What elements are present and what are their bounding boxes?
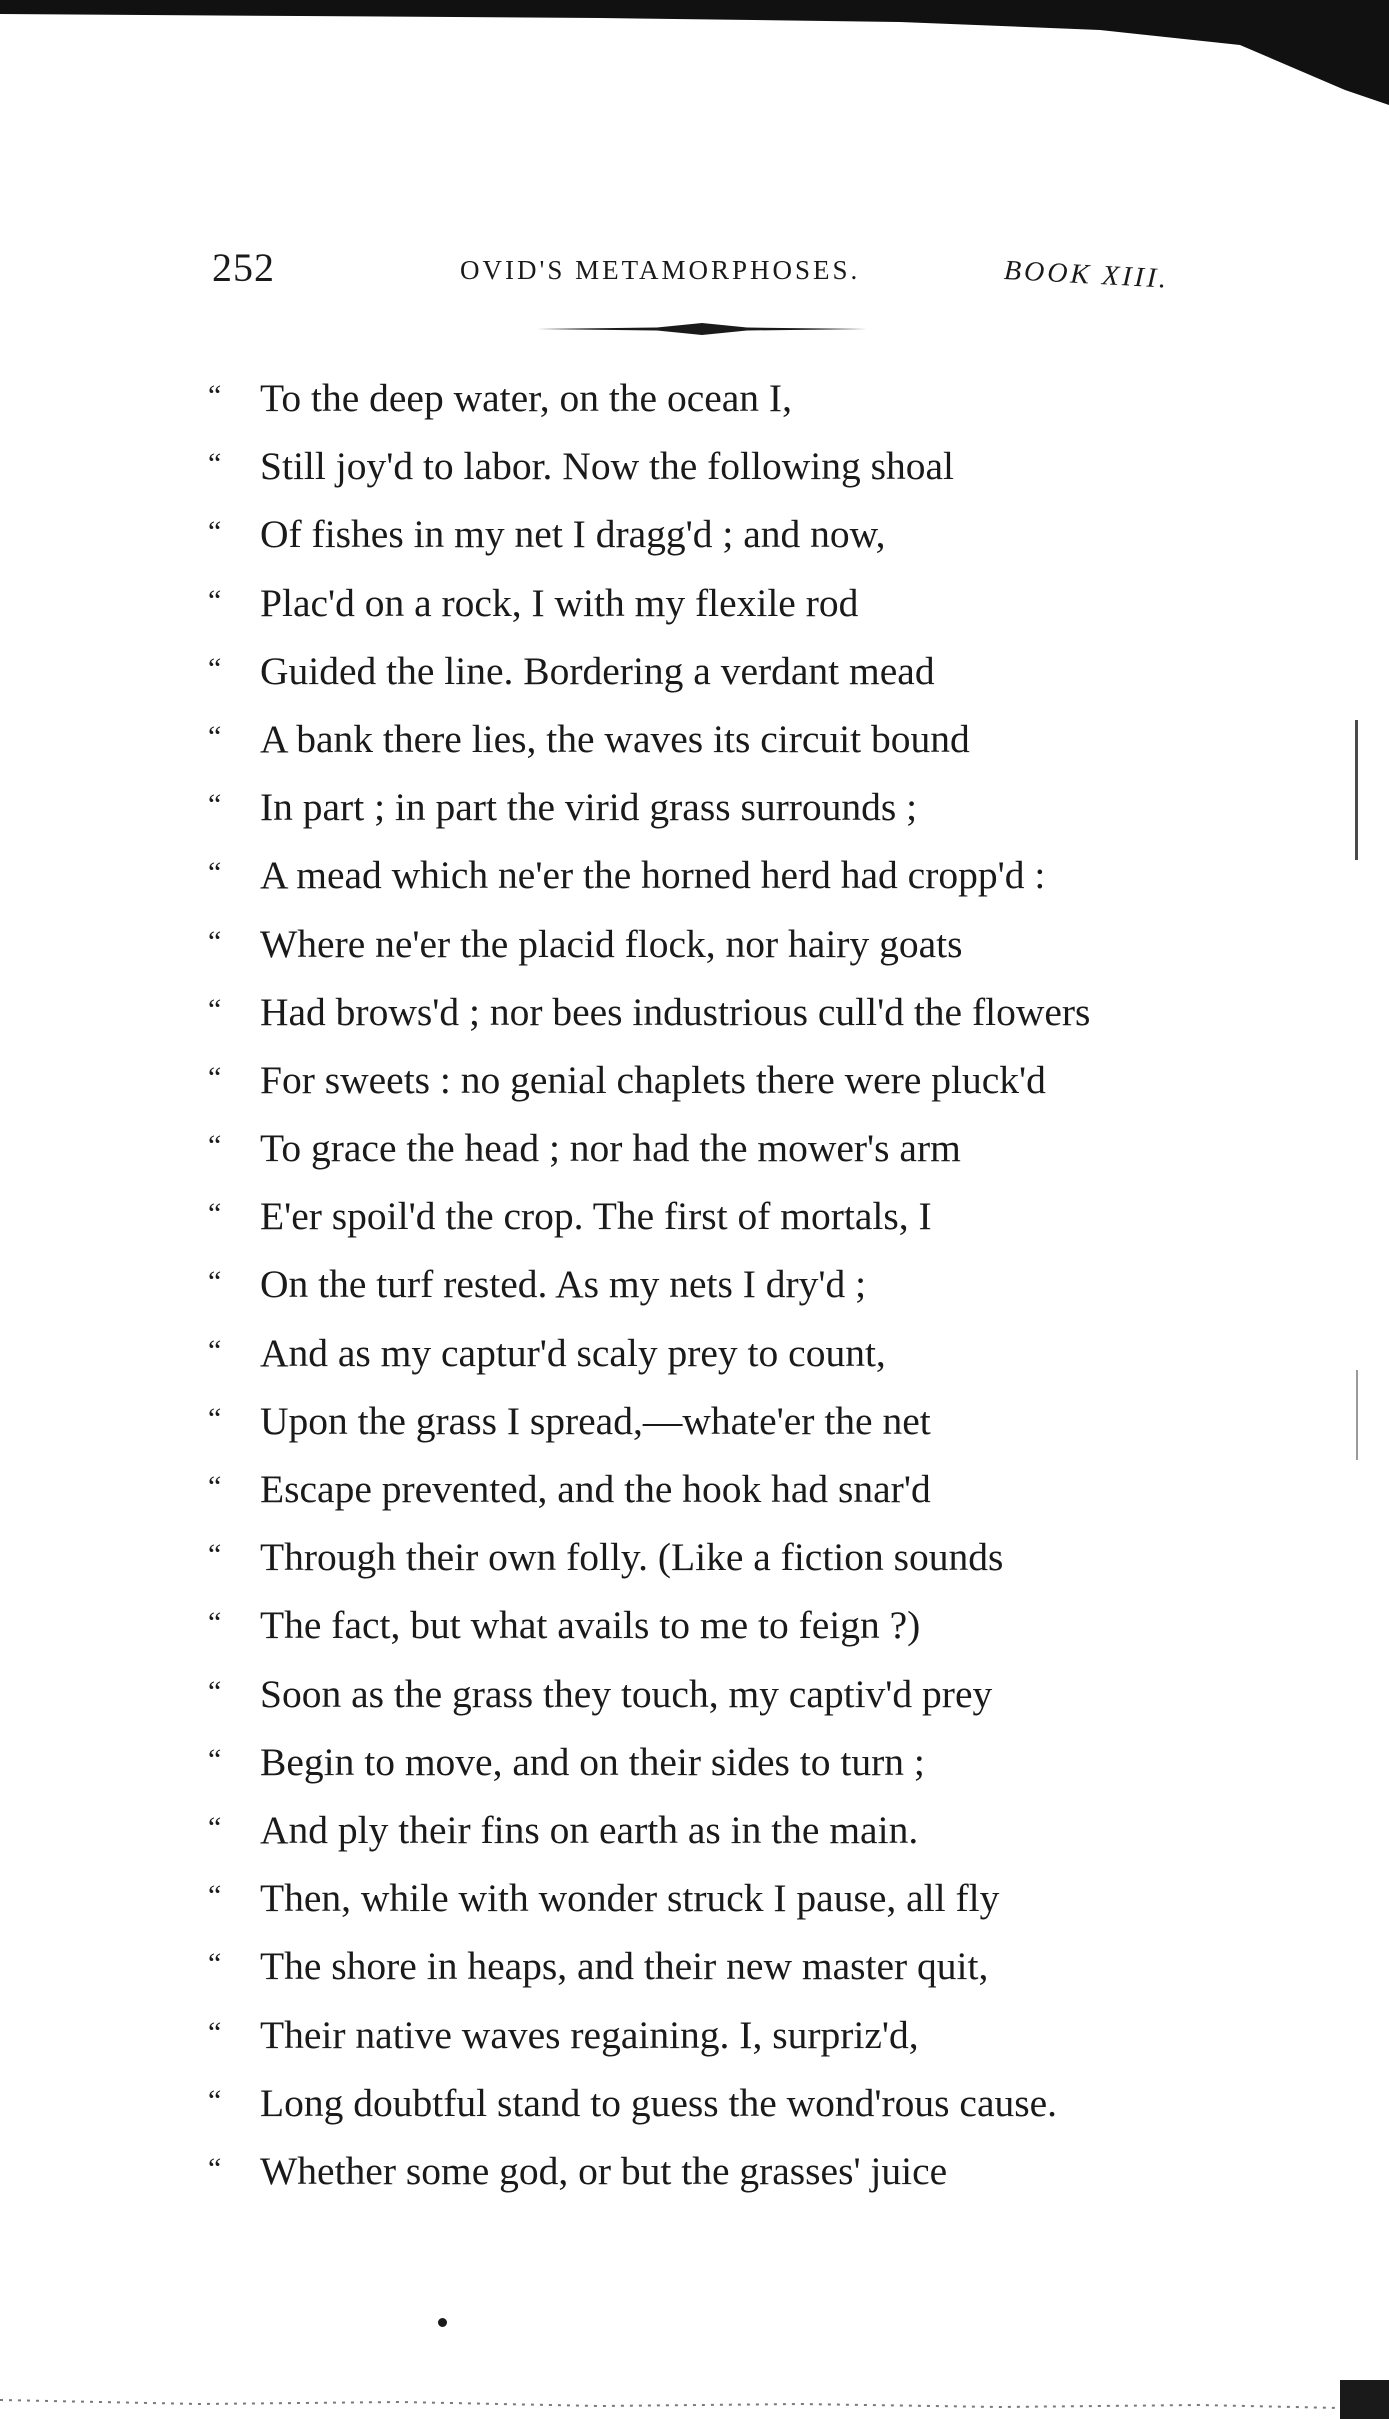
verse-line xyxy=(208,976,1258,1044)
verse-line-text: On the turf rested. As my nets I dry'd ; xyxy=(260,1262,867,1307)
verse-line xyxy=(208,498,1258,566)
top-page-edge xyxy=(0,0,1389,110)
verse-line xyxy=(208,1930,1258,1998)
verse-line xyxy=(208,703,1258,771)
verse-line-text: Guided the line. Bordering a verdant mead xyxy=(260,648,935,693)
verse-line xyxy=(208,1658,1258,1726)
open-quote: “ xyxy=(208,1810,222,1844)
verse-line-text: Of fishes in my net I dragg'd ; and now, xyxy=(260,512,886,557)
running-title: OVID'S METAMORPHOSES. xyxy=(460,255,861,285)
open-quote: “ xyxy=(208,1538,222,1572)
verse-line xyxy=(208,635,1258,703)
open-quote: “ xyxy=(208,447,222,481)
page-header xyxy=(0,240,1389,300)
verse-line-text: For sweets : no genial chaplets there were pluck'd xyxy=(260,1057,1046,1102)
verse-line-text: Still joy'd to labor. Now the following shoal xyxy=(260,444,954,489)
verse-line-text: Through their own folly. (Like a fiction sounds xyxy=(260,1535,1004,1580)
verse-line-text: And as my captur'd scaly prey to count, xyxy=(260,1330,886,1375)
verse-line xyxy=(208,839,1258,907)
verse-line-text: To the deep water, on the ocean I, xyxy=(260,376,792,420)
verse-line-text: Then, while with wonder struck I pause, all fly xyxy=(260,1876,1000,1921)
verse-line-text: Had brows'd ; nor bees industrious cull'd the flowers xyxy=(260,989,1091,1034)
verse-line xyxy=(208,1248,1258,1316)
verse-line xyxy=(208,1862,1258,1930)
bottom-page-edge xyxy=(0,2380,1389,2419)
open-quote: “ xyxy=(208,1674,222,1708)
open-quote: “ xyxy=(208,1606,222,1640)
verse-line xyxy=(208,1044,1258,1112)
verse-line-text: Plac'd on a rock, I with my flexile rod xyxy=(260,580,859,625)
verse-line-text: The shore in heaps, and their new master quit, xyxy=(260,1944,989,1989)
verse-line xyxy=(208,1589,1258,1657)
open-quote: “ xyxy=(208,719,222,753)
verse-line xyxy=(208,908,1258,976)
open-quote: “ xyxy=(208,1197,222,1231)
verse-line-text: Where ne'er the placid flock, nor hairy goats xyxy=(260,921,963,966)
verse-line xyxy=(208,567,1258,635)
verse-line xyxy=(208,1999,1258,2067)
verse-line xyxy=(208,1180,1258,1248)
verse-line-text: Soon as the grass they touch, my captiv'd prey xyxy=(260,1671,993,1716)
open-quote: “ xyxy=(208,651,222,685)
verse-line xyxy=(208,430,1258,498)
open-quote: “ xyxy=(208,2015,222,2049)
open-quote: “ xyxy=(208,1129,222,1163)
page-number: 252 xyxy=(212,245,275,290)
verse-line-text: E'er spoil'd the crop. The first of mortals, I xyxy=(260,1194,932,1239)
verse-line-text: To grace the head ; nor had the mower's arm xyxy=(260,1126,961,1171)
verse-line xyxy=(208,771,1258,839)
open-quote: “ xyxy=(208,788,222,822)
verse-block xyxy=(208,362,1258,2203)
verse-line-text: Begin to move, and on their sides to turn ; xyxy=(260,1739,925,1784)
open-quote: “ xyxy=(208,1265,222,1299)
verse-line xyxy=(208,1453,1258,1521)
open-quote: “ xyxy=(208,1470,222,1503)
verse-line xyxy=(208,1385,1258,1453)
verse-line xyxy=(208,2135,1258,2203)
book-label: BOOK XIII. xyxy=(1003,255,1170,295)
ink-dot xyxy=(438,2318,447,2327)
verse-line-text: A mead which ne'er the horned herd had cropp'd : xyxy=(260,853,1046,898)
verse-line xyxy=(208,1521,1258,1589)
verse-line xyxy=(208,1317,1258,1385)
open-quote: “ xyxy=(208,992,222,1026)
verse-line xyxy=(208,1794,1258,1862)
open-quote: “ xyxy=(208,1333,222,1367)
verse-line-text: Their native waves regaining. I, surpriz'd, xyxy=(260,2012,919,2057)
open-quote: “ xyxy=(208,379,222,412)
verse-line-text: Whether some god, or but the grasses' juice xyxy=(260,2148,948,2193)
verse-line-text: And ply their fins on earth as in the main. xyxy=(260,1807,919,1852)
verse-line-text: A bank there lies, the waves its circuit bound xyxy=(260,716,970,761)
open-quote: “ xyxy=(208,515,222,549)
open-quote: “ xyxy=(208,1947,222,1981)
margin-mark xyxy=(1355,720,1358,860)
open-quote: “ xyxy=(208,1742,222,1776)
open-quote: “ xyxy=(208,583,222,617)
open-quote: “ xyxy=(208,856,222,890)
verse-line-text: Long doubtful stand to guess the wond'rous cause. xyxy=(260,2080,1058,2125)
verse-line-text: Upon the grass I spread,—whate'er the net xyxy=(260,1398,931,1443)
open-quote: “ xyxy=(208,2083,222,2117)
open-quote: “ xyxy=(208,2151,222,2185)
ornamental-rule xyxy=(537,322,867,336)
verse-line xyxy=(208,2067,1258,2135)
verse-line xyxy=(208,362,1258,430)
verse-line-text: The fact, but what avails to me to feign ?) xyxy=(260,1603,921,1648)
open-quote: “ xyxy=(208,1879,222,1913)
verse-line xyxy=(208,1726,1258,1794)
open-quote: “ xyxy=(208,1401,222,1435)
open-quote: “ xyxy=(208,924,222,958)
open-quote: “ xyxy=(208,1060,222,1094)
verse-line xyxy=(208,1112,1258,1180)
verse-line-text: In part ; in part the virid grass surrounds ; xyxy=(260,785,918,830)
verse-line-text: Escape prevented, and the hook had snar'd xyxy=(260,1467,931,1511)
margin-mark xyxy=(1356,1370,1358,1460)
